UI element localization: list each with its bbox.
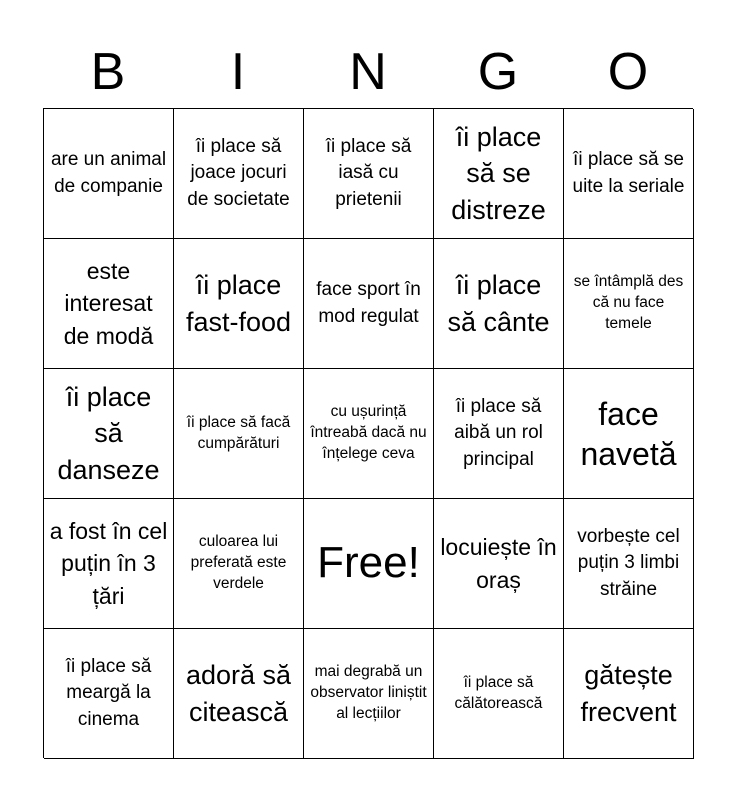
cell-text: locuiește în oraș [440,534,557,593]
bingo-cell[interactable] [44,629,174,759]
bingo-cell[interactable] [434,109,564,239]
bingo-cell[interactable] [564,239,694,369]
cell-text: îi place fast-food [185,270,292,337]
bingo-cell[interactable] [174,369,304,499]
cell-text: vorbește cel puțin 3 limbi străine [577,525,680,600]
cell-text: cu ușurință întreabă dacă nu înțelege ceva [310,403,427,462]
bingo-cell[interactable] [304,239,434,369]
bingo-cell[interactable] [44,109,174,239]
cell-text: se întâmplă des că nu face temele [573,273,684,332]
cell-text: are un animal de companie [50,148,167,197]
bingo-cell[interactable] [434,239,564,369]
bingo-cell[interactable] [174,109,304,239]
free-space-text: Free! [317,538,420,588]
cell-text: mai degrabă un observator liniștit al lecțiilor [310,663,427,722]
header-letter-b: B [90,43,126,101]
header-letter-i: I [230,43,246,101]
cell-text: îi place să se distreze [451,121,546,225]
cell-text: îi place să călătorească [454,673,543,712]
cell-text: gătește frecvent [580,660,677,727]
cell-text: îi place să meargă la cinema [65,655,152,730]
cell-text: îi place să joace jocuri de societate [187,135,290,210]
bingo-cell[interactable] [564,629,694,759]
free-space-cell[interactable] [304,499,434,629]
cell-text: este interesat de modă [63,258,154,349]
bingo-cell[interactable] [564,109,694,239]
bingo-cell[interactable] [174,629,304,759]
header-letter-g: G [477,43,519,101]
cell-text: îi place să cânte [447,270,550,337]
header-letter-o: O [607,43,649,101]
bingo-cell[interactable] [44,499,174,629]
bingo-cell[interactable] [434,369,564,499]
cell-text: a fost în cel puțin în 3 țări [49,518,168,609]
bingo-cell[interactable] [304,629,434,759]
bingo-cell[interactable] [44,239,174,369]
cell-text: îi place să facă cumpărături [186,413,291,452]
bingo-cell[interactable] [44,369,174,499]
bingo-cell[interactable] [564,499,694,629]
cell-text: face sport în mod regulat [316,278,421,327]
cell-text: adoră să citească [185,660,292,727]
cell-text: îi place să aibă un rol principal [454,395,543,470]
bingo-cell[interactable] [174,499,304,629]
cell-text: culoarea lui preferată este verdele [190,533,287,592]
bingo-cell[interactable] [434,629,564,759]
cell-text: îi place să danseze [57,381,160,485]
bingo-cell[interactable] [434,499,564,629]
cell-text: îi place să se uite la seriale [572,148,685,197]
bingo-cell[interactable] [564,369,694,499]
bingo-cell[interactable] [304,109,434,239]
cell-text: îi place să iasă cu prietenii [325,135,412,210]
bingo-card-grid [43,108,693,758]
bingo-cell[interactable] [304,369,434,499]
header-letter-n: N [349,43,387,101]
cell-text: face navetă [580,395,677,472]
bingo-cell[interactable] [174,239,304,369]
bingo-header [43,40,693,104]
